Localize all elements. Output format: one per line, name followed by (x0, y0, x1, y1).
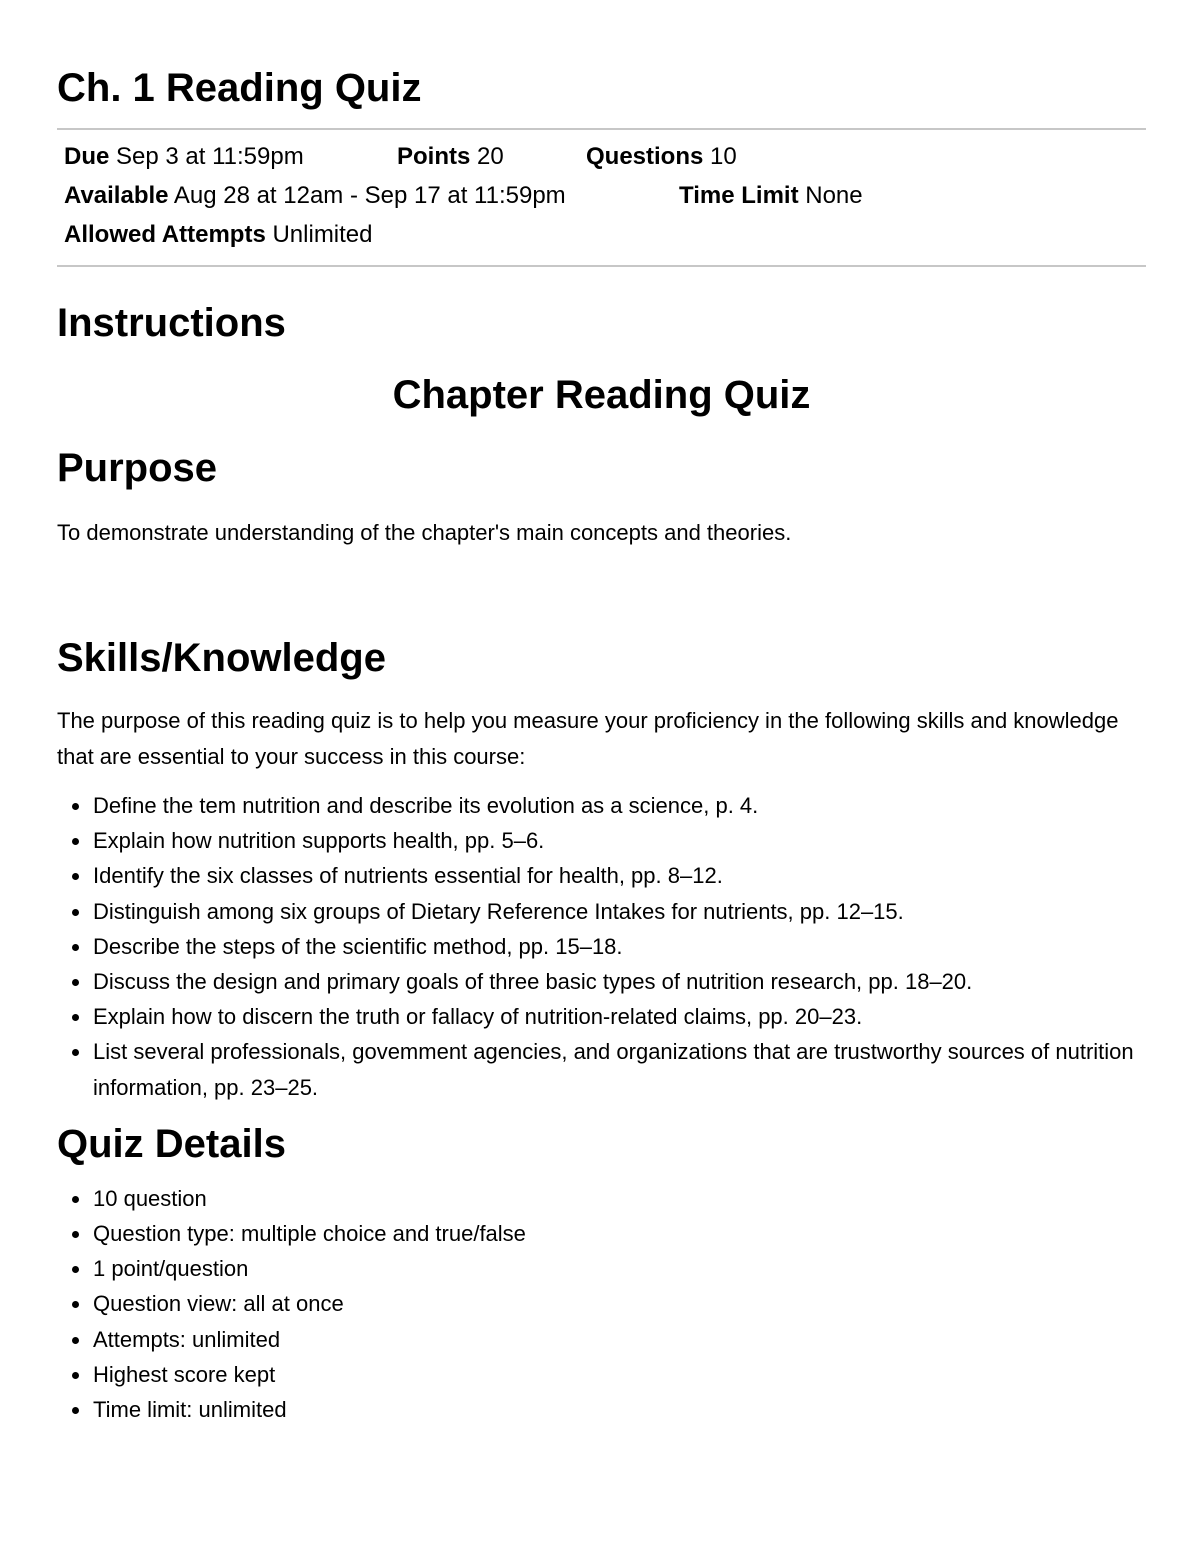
meta-attempts (64, 215, 373, 254)
meta-time-limit (679, 176, 863, 215)
instructions-heading: Instructions (57, 301, 286, 345)
meta-due-label: Due (64, 143, 110, 170)
skills-list (57, 788, 1146, 1105)
header-divider-bottom (57, 265, 1146, 267)
skills-list-item: Identify the six classes of nutrients essential for health, pp. 8–12. (93, 858, 1146, 893)
meta-time-limit-label: Time Limit (679, 182, 799, 209)
quiz-details-list (57, 1181, 1146, 1427)
page-title: Ch. 1 Reading Quiz (57, 66, 422, 110)
skills-heading: Skills/Knowledge (57, 636, 386, 680)
skills-list-item: Define the tem nutrition and describe its evolution as a science, p. 4. (93, 788, 1146, 823)
meta-row-1 (64, 137, 1146, 176)
quiz-details-item: 1 point/question (93, 1251, 1146, 1286)
quiz-details-item: Question view: all at once (93, 1286, 1146, 1321)
meta-attempts-label: Allowed Attempts (64, 221, 266, 248)
skills-list-item: List several professionals, govemment agencies, and organizations that are trustworthy sources of nutrition information, pp. 23–25. (93, 1034, 1146, 1104)
meta-available-value: Aug 28 at 12am - Sep 17 at 11:59pm (173, 182, 566, 209)
meta-points-value: 20 (477, 143, 504, 170)
quiz-details-item: Attempts: unlimited (93, 1322, 1146, 1357)
meta-points-label: Points (397, 143, 471, 170)
meta-row-2 (64, 176, 1146, 215)
purpose-heading: Purpose (57, 446, 218, 490)
quiz-details-item: Time limit: unlimited (93, 1392, 1146, 1427)
quiz-details-item: 10 question (93, 1181, 1146, 1216)
meta-points (397, 137, 586, 176)
meta-row-3 (64, 215, 1146, 254)
meta-available (64, 176, 679, 215)
meta-due (64, 137, 397, 176)
meta-time-limit-value: None (805, 182, 863, 209)
skills-list-item: Explain how to discern the truth or fallacy of nutrition-related claims, pp. 20–23. (93, 999, 1146, 1034)
meta-available-label: Available (64, 182, 169, 209)
quiz-details-item: Question type: multiple choice and true/false (93, 1216, 1146, 1251)
chapter-heading: Chapter Reading Quiz (392, 373, 811, 417)
skills-intro: The purpose of this reading quiz is to help you measure your proficiency in the following skills and knowledge that are essential to your success in this course: (57, 708, 1119, 769)
meta-attempts-value: Unlimited (272, 221, 373, 248)
skills-list-item: Distinguish among six groups of Dietary Reference Intakes for nutrients, pp. 12–15. (93, 894, 1146, 929)
skills-list-item: Describe the steps of the scientific method, pp. 15–18. (93, 929, 1146, 964)
quiz-details-heading: Quiz Details (57, 1121, 286, 1166)
purpose-text: To demonstrate understanding of the chapter's main concepts and theories. (57, 520, 792, 545)
skills-list-item: Explain how nutrition supports health, pp. 5–6. (93, 823, 1146, 858)
skills-list-item: Discuss the design and primary goals of three basic types of nutrition research, pp. 18–20. (93, 964, 1146, 999)
meta-due-value: Sep 3 at 11:59pm (116, 143, 304, 170)
quiz-details-item: Highest score kept (93, 1357, 1146, 1392)
meta-questions-label: Questions (586, 143, 704, 170)
meta-questions (586, 137, 737, 176)
meta-questions-value: 10 (710, 143, 737, 170)
quiz-meta (57, 130, 1146, 265)
